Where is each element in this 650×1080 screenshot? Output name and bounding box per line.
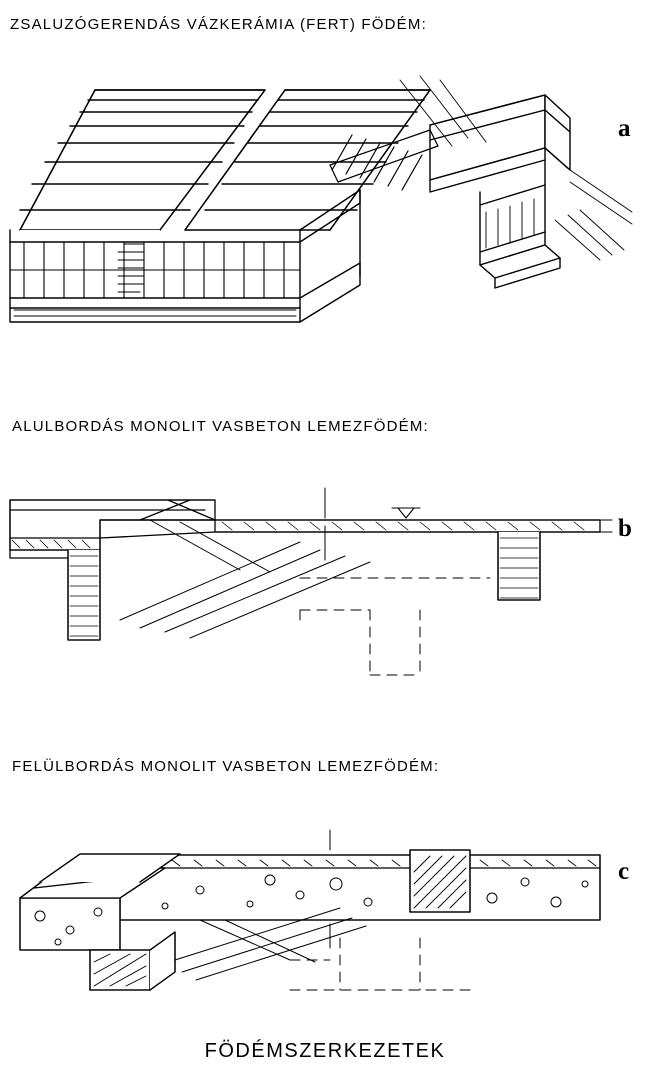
figure-c-marker: c (618, 858, 630, 885)
figure-a-drawing (0, 70, 650, 370)
figure-a-marker: a (618, 115, 631, 142)
figure-a-caption: ZSALUZÓGERENDÁS VÁZKERÁMIA (FERT) FÖDÉM: (10, 16, 427, 33)
figure-c-caption: FELÜLBORDÁS MONOLIT VASBETON LEMEZFÖDÉM: (12, 758, 440, 775)
figure-b-marker: b (618, 515, 632, 542)
figure-b-drawing (0, 460, 650, 710)
figure-c-drawing (0, 820, 650, 1050)
sheet-title: FÖDÉMSZERKEZETEK (204, 1040, 446, 1062)
figure-b-caption: ALULBORDÁS MONOLIT VASBETON LEMEZFÖDÉM: (12, 418, 429, 435)
